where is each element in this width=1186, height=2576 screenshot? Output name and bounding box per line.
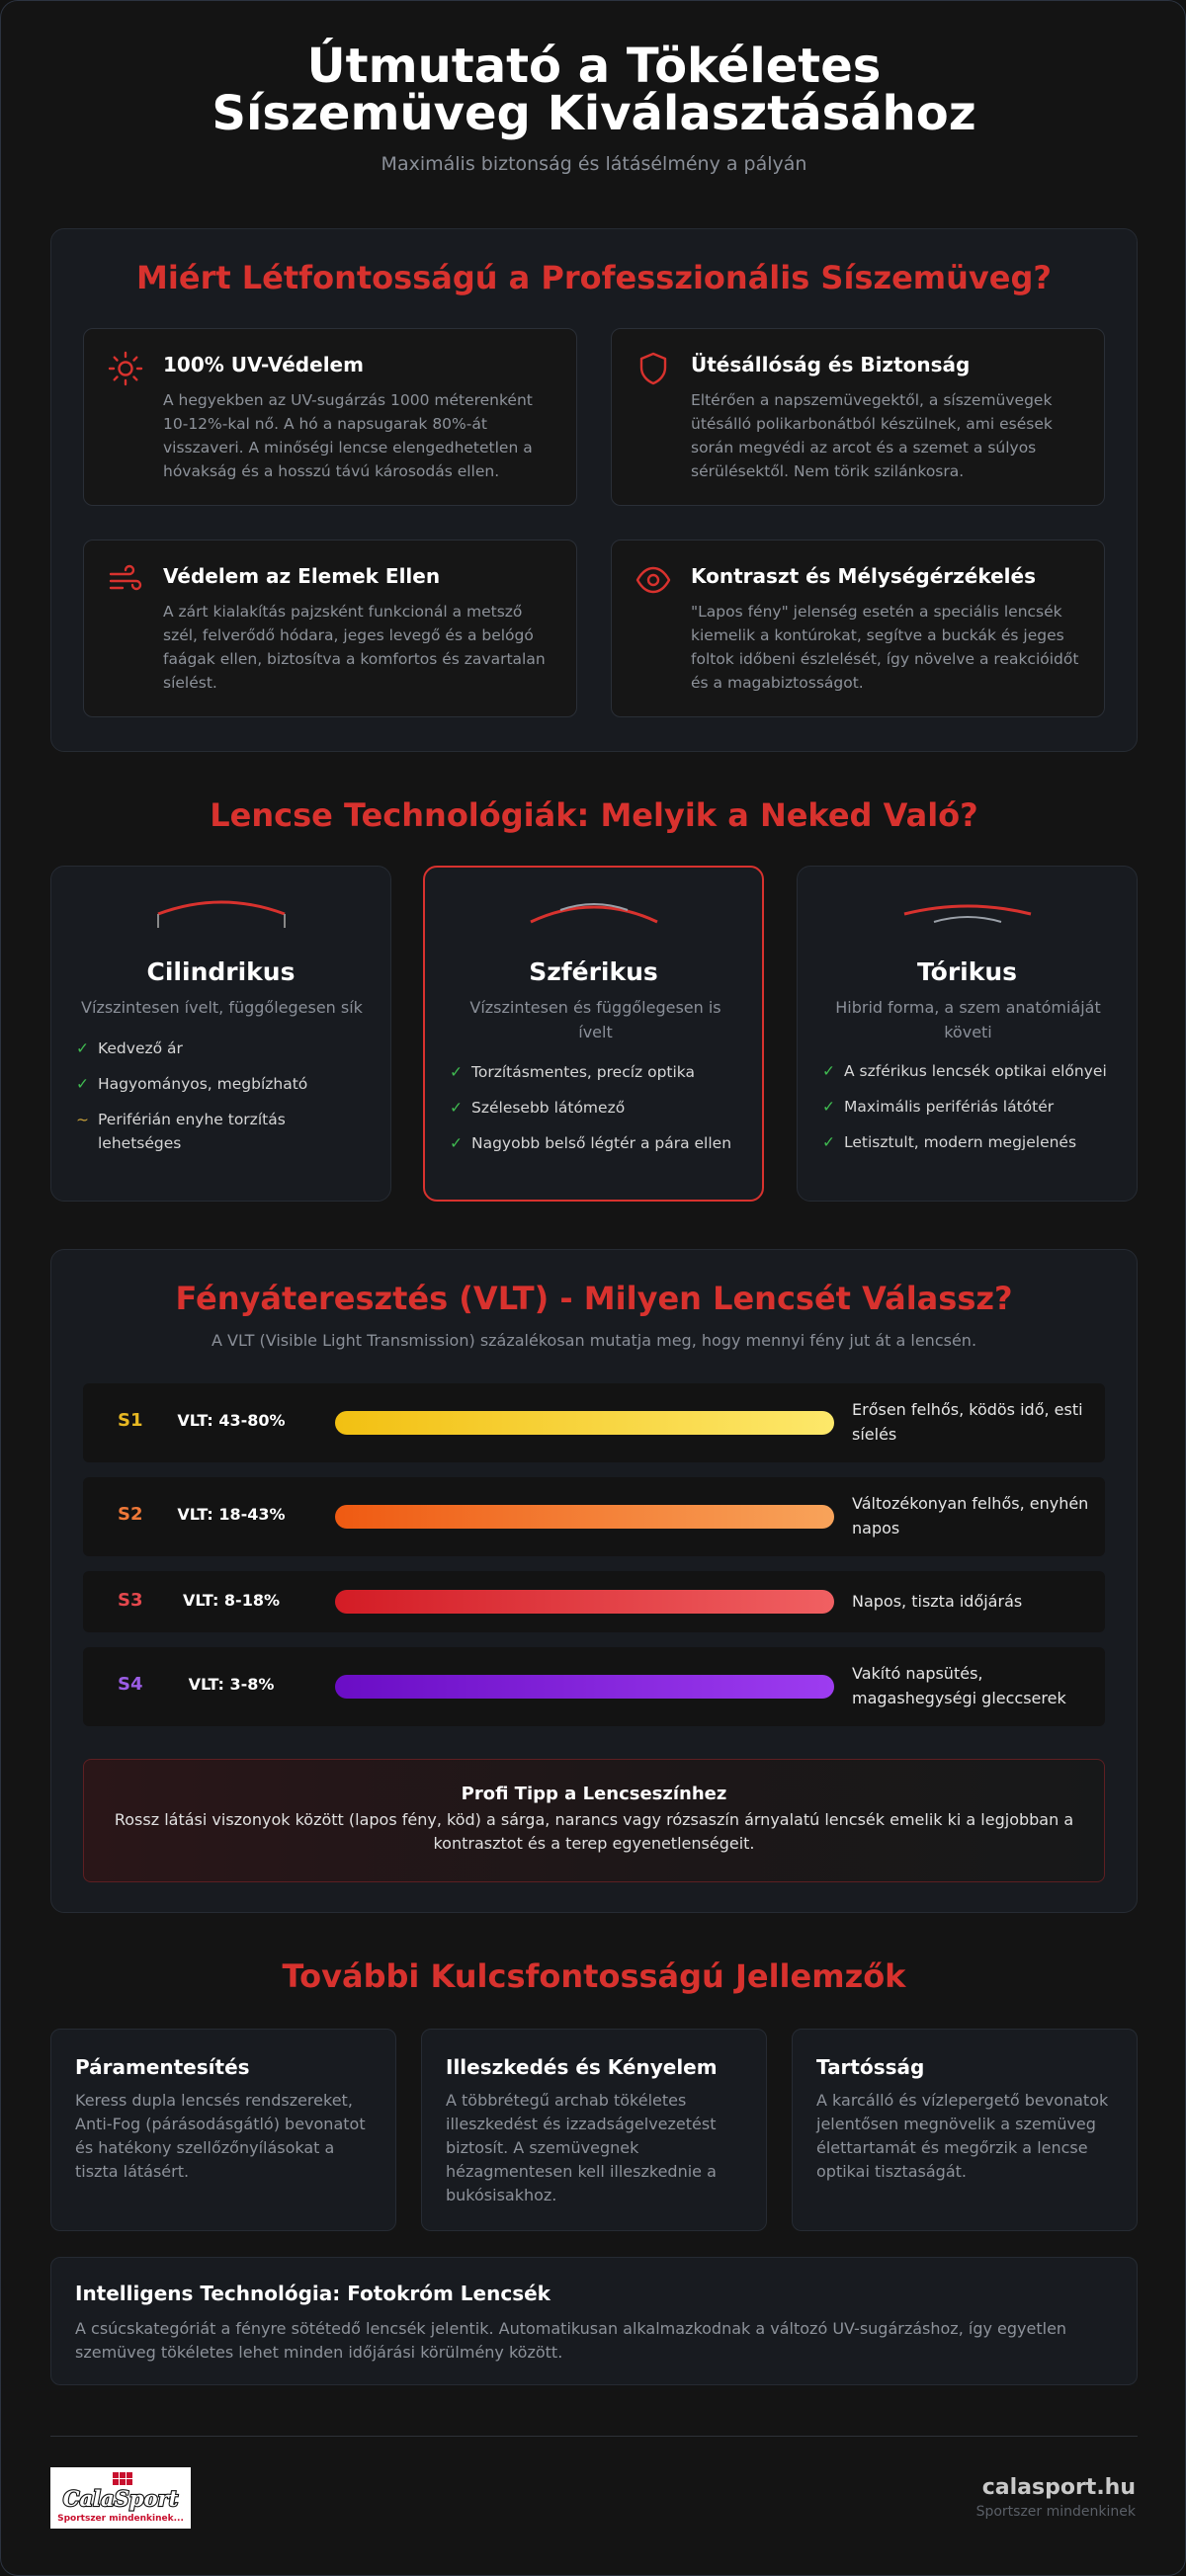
vlt-bar [335,1505,834,1529]
spherical-lens-icon [525,896,663,932]
cylindrical-lens-icon [152,896,291,932]
vlt-category-code: S3 [118,1590,143,1611]
pro-tip-title: Profi Tipp a Lencseszínhez [461,1784,727,1804]
feature-card-photochromic [50,2257,1138,2385]
page-subtitle: Maximális biztonság és látásélmény a pályán [381,153,807,175]
calasport-logo[interactable] [50,2467,191,2529]
list-item: ✓ Nagyobb belső légtér a pára ellen [450,1131,746,1155]
check-icon: ✓ [450,1134,463,1152]
lens-name: Szférikus [529,957,658,986]
why-section-title: Miért Létfontosságú a Professzionális Síszemüveg? [136,259,1052,296]
vlt-category-code: S2 [118,1504,143,1525]
feature-title: Illeszkedés és Kényelem [446,2055,718,2079]
vlt-row-s2 [83,1477,1105,1556]
vlt-condition: Vakító napsütés, magashegységi gleccserek [852,1664,1066,1707]
lens-name: Tórikus [916,957,1018,986]
list-item: ✓ Kedvező ár [76,1037,373,1060]
wind-icon [108,562,143,598]
features-section-title: További Kulcsfontosságú Jellemzők [282,1957,906,1995]
why-card-text: Eltérően a napszemüvegektől, a síszemüvegek ütésálló polikarbonátból készülnek, ami esések során megvédi az arcot és a szemet a súlyos sérülésektől. Nem törik szilánkosra. [691,391,1053,480]
logo-image [50,2467,191,2529]
check-icon: ✓ [822,1133,835,1151]
page-title: Útmutató a Tökéletes Síszemüveg Kiválasztásához [212,39,976,141]
pro-tip-box [83,1759,1105,1882]
feature-title: Intelligens Technológia: Fotokróm Lencsék [75,2282,551,2305]
vlt-condition: Erősen felhős, ködös idő, esti síelés [852,1400,1083,1444]
why-card-impact [611,328,1105,506]
list-item: ✓ Maximális perifériás látótér [822,1095,1119,1119]
vlt-category-code: S1 [118,1410,143,1431]
list-item: ✓ A szférikus lencsék optikai előnyei [822,1059,1119,1083]
list-item: ✓ Hagyományos, megbízható [76,1072,373,1096]
eye-icon [635,562,671,598]
why-card-title: Ütésállóság és Biztonság [691,353,971,376]
why-card-text: A hegyekben az UV-sugárzás 1000 méterenként 10-12%-kal nő. A hó a napsugarak 80%-át visszaveri. A minőségi lencse elengedhetetlen a hóvakság és a hosszú távú károsodás ellen. [163,391,533,480]
vlt-bar [335,1411,834,1435]
feature-card-fit [421,2029,767,2231]
lens-desc: Vízszintesen ívelt, függőlegesen sík [81,998,363,1017]
feature-text: A karcálló és vízlepergető bevonatok jelentősen megnövelik a szemüveg élettartamát és megőrzik a lencse optikai tisztaságát. [816,2091,1109,2181]
pro-tip-text: Rossz látási viszonyok között (lapos fény, köd) a sárga, narancs vagy rózsaszín árnyalatú lencsék emelik ki a legjobban a kontrasztot és a terep egyenetlenségeit. [114,1810,1074,1853]
vlt-row-s3 [83,1571,1105,1632]
why-card-text: "Lapos fény" jelenség esetén a speciális lencsék kiemelik a kontúrokat, segítve a buckák és jeges foltok időbeni észlelését, így növelve a reakcióidőt és a magabiztosságot. [691,603,1079,692]
vlt-section [50,1249,1138,1913]
toric-lens-icon [898,896,1037,932]
lens-feature-list [822,1059,1119,1166]
check-icon: ✓ [450,1063,463,1081]
footer-domain[interactable]: calasport.hu [981,2475,1136,2500]
feature-title: Tartósság [816,2055,925,2079]
feature-text: A többrétegű archab tökéletes illeszkedést és izzadságelvezetést biztosít. A szemüvegnek hézagmentesen kell illeszkednie a bukósisakhoz. [446,2091,717,2204]
page-header [1,39,1186,175]
vlt-row-s1 [83,1383,1105,1462]
why-card-title: 100% UV-Védelem [163,353,364,376]
why-card-title: Védelem az Elemek Ellen [163,564,441,588]
lens-name: Cilindrikus [146,957,296,986]
check-icon: ✓ [76,1039,89,1057]
check-icon: ✓ [76,1075,89,1093]
svg-text:CalaSport: CalaSport [62,2486,179,2511]
footer-divider [50,2436,1138,2437]
why-card-contrast [611,540,1105,717]
feature-text: Keress dupla lencsés rendszereket, Anti-Fog (párásodásgátló) bevonatot és hatékony szellőzőnyílásokat a tiszta látásért. [75,2091,366,2181]
list-item: ✓ Szélesebb látómező [450,1096,746,1120]
lens-feature-list [450,1060,746,1167]
feature-card-durability [792,2029,1138,2231]
list-item: ✓ Torzításmentes, precíz optika [450,1060,746,1084]
lens-desc: Hibrid forma, a szem anatómiáját követi [835,998,1101,1041]
lens-card-cylindrical [50,866,391,1202]
vlt-value: VLT: 8-18% [182,1591,280,1610]
feature-card-antifog [50,2029,396,2231]
list-item: ~ Periférián enyhe torzítás lehetséges [76,1108,373,1155]
footer-slogan: Sportszer mindenkinek [975,2504,1136,2520]
sun-icon [108,351,143,386]
why-card-title: Kontraszt és Mélységérzékelés [691,564,1036,588]
vlt-section-subtitle: A VLT (Visible Light Transmission) százalékosan mutatja meg, hogy mennyi fény jut át a lencsén. [211,1331,977,1350]
why-section [50,228,1138,752]
vlt-condition: Változékonyan felhős, enyhén napos [852,1494,1089,1537]
vlt-bar [335,1590,834,1614]
vlt-category-code: S4 [118,1674,143,1695]
lens-desc: Vízszintesen és függőlegesen is ívelt [469,998,721,1041]
feature-text: A csúcskategóriát a fényre sötétedő lencsék jelentik. Automatikusan alkalmazkodnak a változó UV-sugárzáshoz, így egyetlen szemüveg tökéletes lehet minden időjárási körülmény között. [75,2319,1067,2362]
vlt-value: VLT: 3-8% [188,1675,275,1694]
vlt-condition: Napos, tiszta időjárás [852,1592,1023,1611]
svg-text:Sportszer mindenkinek...: Sportszer mindenkinek... [57,2514,184,2524]
why-card-uv [83,328,577,506]
lens-feature-list [76,1037,373,1167]
check-icon: ✓ [822,1098,835,1116]
vlt-value: VLT: 18-43% [177,1505,286,1524]
shield-icon [635,351,671,386]
feature-title: Páramentesítés [75,2055,250,2079]
lens-section-title: Lencse Technológiák: Melyik a Neked Való? [210,796,978,834]
why-card-text: A zárt kialakítás pajzsként funkcionál a metsző szél, felverődő hódara, jeges levegő és a belógó faágak ellen, biztosítva a komfortos és zavartalan síelést. [163,603,546,692]
list-item: ✓ Letisztult, modern megjelenés [822,1130,1119,1154]
lens-card-toric [797,866,1138,1202]
vlt-section-title: Fényáteresztés (VLT) - Milyen Lencsét Válassz? [175,1280,1013,1317]
vlt-bar [335,1675,834,1699]
check-icon: ✓ [822,1062,835,1080]
lens-card-spherical [423,866,764,1202]
vlt-value: VLT: 43-80% [177,1411,286,1430]
why-card-elements [83,540,577,717]
vlt-row-s4 [83,1647,1105,1726]
check-icon: ✓ [450,1099,463,1117]
tilde-icon: ~ [76,1111,89,1128]
